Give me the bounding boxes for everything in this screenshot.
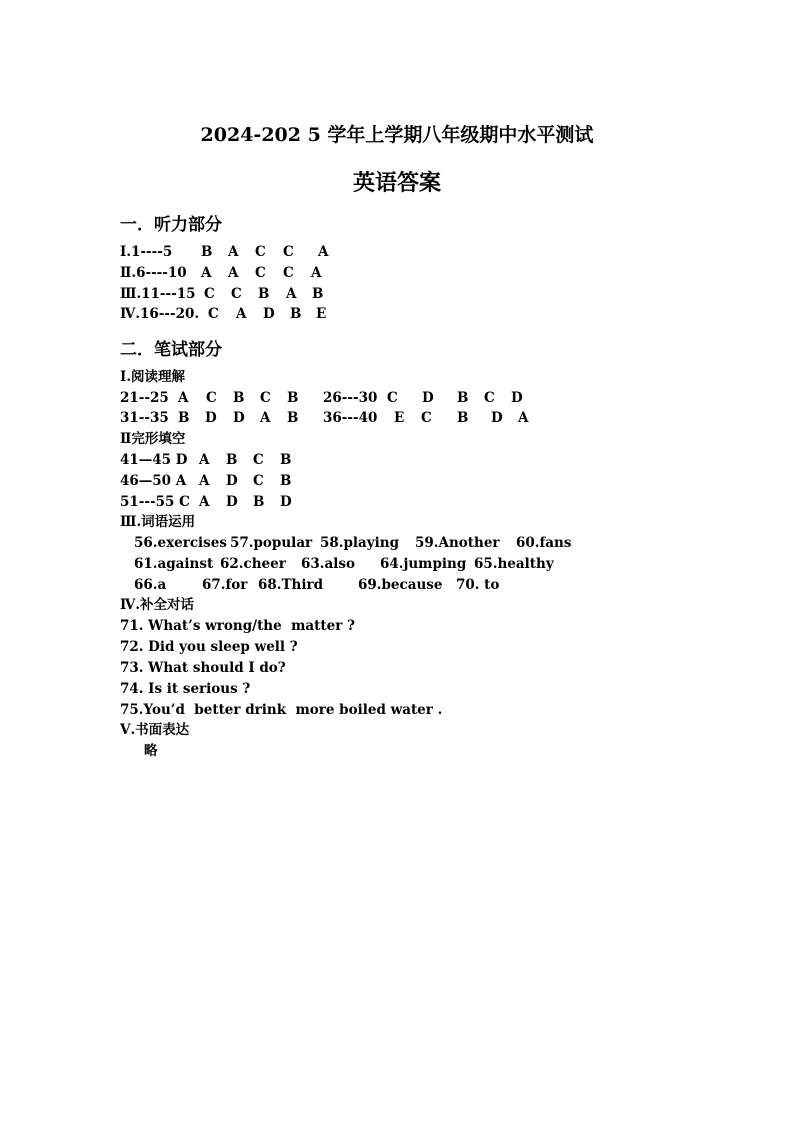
listening-row	[120, 284, 324, 304]
answer: B	[258, 286, 270, 302]
answer: C	[283, 265, 294, 281]
row-label: Ⅰ.1----5	[120, 244, 173, 260]
answer: D	[226, 494, 238, 510]
answer: A	[318, 244, 329, 260]
answer: A	[199, 494, 210, 510]
vocab-answer: 63.also	[301, 556, 355, 572]
answer: C	[204, 286, 215, 302]
cloze-row	[120, 471, 292, 491]
cloze-heading: Ⅱ完形填空	[120, 431, 186, 447]
vocab-answer: 67.for	[202, 577, 248, 593]
answer: B	[233, 390, 245, 406]
dialogue-answer: 75.You’d better drink more boiled water .	[120, 702, 443, 718]
vocab-answer: 59.Another	[415, 535, 500, 551]
page-title: 2024-202 5 学年上学期八年级期中水平测试	[200, 124, 594, 146]
answer: C	[208, 306, 219, 322]
answer: B	[226, 452, 238, 468]
row-label: 36---40	[323, 410, 378, 426]
answer: D	[205, 410, 217, 426]
answer: A	[286, 286, 297, 302]
answer: C	[283, 244, 294, 260]
reading-row	[120, 408, 529, 428]
row-label: Ⅲ.11---15	[120, 286, 196, 302]
answer: B	[290, 306, 302, 322]
answer: C	[260, 390, 271, 406]
answer: A	[311, 265, 322, 281]
dialogue-answer: 73. What should I do?	[120, 660, 286, 676]
row-label: 26---30	[323, 390, 378, 406]
answer: A	[178, 390, 189, 406]
answer: B	[457, 410, 469, 426]
section-heading-listening: 一．听力部分	[120, 215, 222, 235]
answer: D	[511, 390, 523, 406]
answer: C	[484, 390, 495, 406]
section-heading-written: 二．笔试部分	[120, 340, 222, 360]
answer: B	[312, 286, 324, 302]
vocab-answer: 62.cheer	[220, 556, 286, 572]
answer: A	[201, 265, 212, 281]
reading-heading: Ⅰ.阅读理解	[120, 369, 186, 385]
answer: E	[316, 306, 327, 322]
vocab-answer: 60.fans	[516, 535, 572, 551]
answer: A	[199, 473, 210, 489]
row-label: Ⅳ.16---20.	[120, 306, 200, 322]
answer: B	[457, 390, 469, 406]
row-label: 46—50 A	[120, 473, 187, 489]
answer: B	[178, 410, 190, 426]
vocab-answer: 70. to	[456, 577, 500, 593]
answer: D	[422, 390, 434, 406]
dialogue-answer: 74. Is it serious ?	[120, 681, 251, 697]
answer: D	[280, 494, 292, 510]
listening-row	[120, 242, 329, 262]
page-subtitle: 英语答案	[352, 170, 441, 196]
vocab-row	[120, 575, 500, 595]
listening-row	[120, 263, 322, 283]
vocab-answer: 68.Third	[258, 577, 324, 593]
vocab-answer: 65.healthy	[474, 556, 554, 572]
answer: B	[280, 452, 292, 468]
dialogue-answer: 71. What’s wrong/the matter ?	[120, 618, 355, 634]
answer: E	[394, 410, 405, 426]
answer: C	[231, 286, 242, 302]
vocab-row	[120, 554, 554, 574]
answer: A	[199, 452, 210, 468]
answer: A	[228, 244, 239, 260]
row-label: 31--35	[120, 410, 169, 426]
cloze-row	[120, 450, 292, 470]
answer: A	[260, 410, 271, 426]
vocab-answer: 69.because	[358, 577, 443, 593]
answer: D	[491, 410, 503, 426]
writing-content: 略	[144, 743, 158, 759]
answer: D	[263, 306, 275, 322]
answer: B	[287, 410, 299, 426]
answer: C	[253, 452, 264, 468]
dialogue-answer: 72. Did you sleep well ?	[120, 639, 298, 655]
answer: A	[228, 265, 239, 281]
answer: C	[421, 410, 432, 426]
cloze-row	[120, 492, 292, 512]
answer: B	[280, 473, 292, 489]
listening-row	[120, 304, 327, 324]
answer: D	[226, 473, 238, 489]
vocab-answer: 61.against	[134, 556, 214, 572]
answer: C	[253, 473, 264, 489]
answer: D	[233, 410, 245, 426]
answer: C	[206, 390, 217, 406]
answer: A	[518, 410, 529, 426]
vocab-row	[120, 533, 572, 553]
vocab-heading: Ⅲ.词语运用	[120, 514, 196, 530]
vocab-answer: 64.jumping	[380, 556, 467, 572]
row-label: 21--25	[120, 390, 169, 406]
vocab-answer: 56.exercises	[134, 535, 227, 551]
answer: C	[255, 265, 266, 281]
answer: B	[201, 244, 213, 260]
answer: B	[287, 390, 299, 406]
row-label: 41—45 D	[120, 452, 188, 468]
answer: C	[255, 244, 266, 260]
answer: B	[253, 494, 265, 510]
answer: C	[387, 390, 398, 406]
reading-row	[120, 388, 523, 408]
vocab-answer: 57.popular	[230, 535, 313, 551]
dialogue-heading: Ⅳ.补全对话	[120, 597, 195, 613]
vocab-answer: 66.a	[134, 577, 167, 593]
answer: A	[236, 306, 247, 322]
row-label: 51---55 C	[120, 494, 190, 510]
writing-heading: Ⅴ.书面表达	[120, 722, 190, 738]
row-label: Ⅱ.6----10	[120, 265, 187, 281]
vocab-answer: 58.playing	[320, 535, 400, 551]
